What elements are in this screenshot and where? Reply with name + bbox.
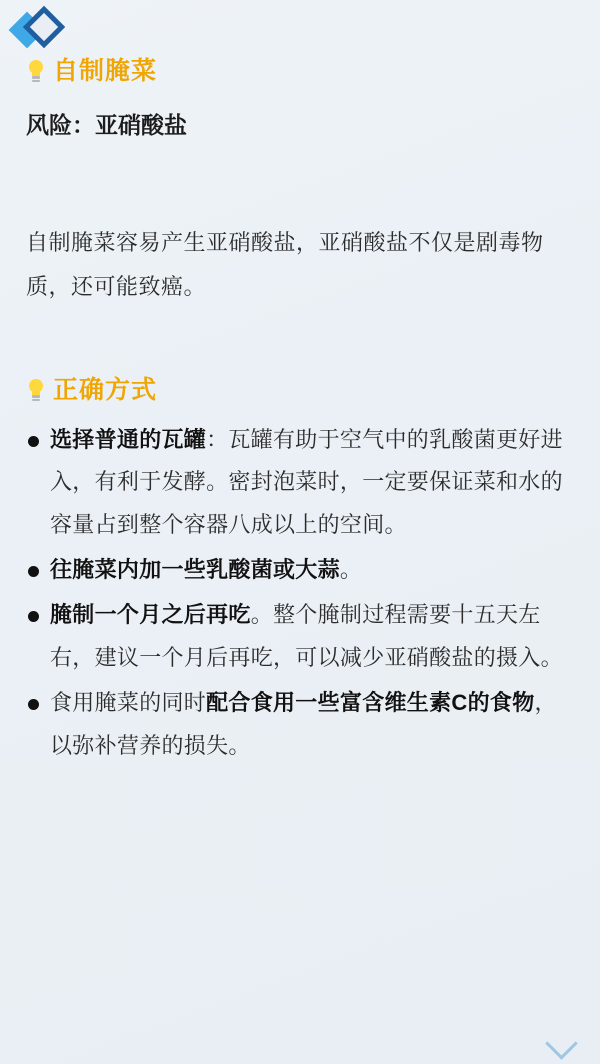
list-item-text: 。整个腌制过程需要十五天左右，建议一个月后再吃，可以减少亚硝酸盐的摄入。 bbox=[50, 602, 563, 670]
list-item-text: 食用腌菜的同时 bbox=[50, 689, 207, 715]
list-item-strong: 选择普通的瓦罐 bbox=[50, 426, 207, 452]
lightbulb-icon bbox=[26, 59, 46, 83]
section-header-risk bbox=[26, 56, 574, 86]
list-item-text-tail: ，以弥补营养的损失。 bbox=[50, 689, 557, 758]
list-item-strong: 配合食用一些富含维生素C的食物 bbox=[206, 689, 535, 715]
section-header-correct-method bbox=[26, 375, 574, 405]
tips-list bbox=[26, 419, 574, 768]
risk-label: 风险：亚硝酸盐 bbox=[26, 112, 187, 138]
list-item-text: 。 bbox=[339, 557, 363, 583]
lightbulb-icon bbox=[26, 378, 46, 402]
list-item-text: ：瓦罐有助于空气中的乳酸菌更好进入，有利于发酵。密封泡菜时，一定要保证菜和水的容量占到整个容器八成以上的空间。 bbox=[50, 426, 563, 538]
list-item bbox=[26, 419, 574, 548]
risk-paragraph: 自制腌菜容易产生亚硝酸盐，亚硝酸盐不仅是剧毒物质，还可能致癌。 bbox=[26, 229, 544, 299]
brand-diamond-logo bbox=[14, 8, 60, 54]
list-item bbox=[26, 594, 574, 680]
list-item-strong: 腌制一个月之后再吃 bbox=[50, 602, 251, 628]
list-item bbox=[26, 682, 574, 768]
chevron-down-icon bbox=[548, 1032, 578, 1050]
article-content bbox=[0, 56, 600, 770]
list-item bbox=[26, 549, 574, 592]
list-item-strong: 往腌菜内加一些乳酸菌或大蒜 bbox=[50, 557, 340, 583]
section-title-homemade-pickles: 自制腌菜 bbox=[53, 57, 158, 85]
section-title-correct-method: 正确方式 bbox=[53, 375, 158, 404]
